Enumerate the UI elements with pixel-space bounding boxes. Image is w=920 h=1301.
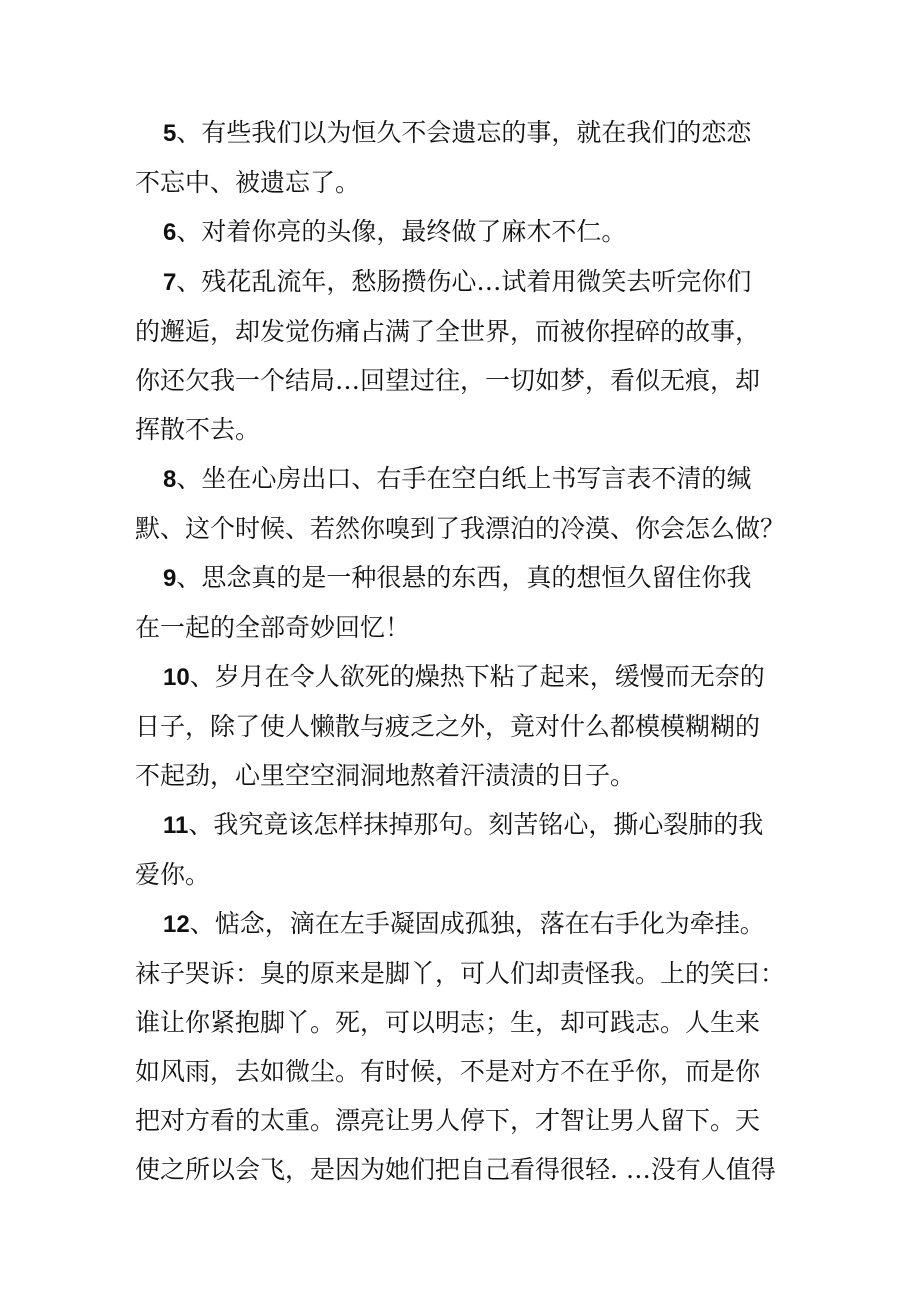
paragraph-line — [135, 454, 800, 504]
paragraph-text: 、惦念，滴在左手凝固成孤独，落在右手化为牵挂。 — [189, 909, 765, 938]
paragraph-text: 、岁月在令人欲死的燥热下粘了起来，缓慢而无奈的 — [189, 662, 765, 691]
paragraph-text: 、思念真的是一种很悬的东西，真的想恒久留住你我 — [176, 563, 752, 592]
paragraph-line: 的邂逅，却发觉伤痛占满了全世界，而被你捏碎的故事， — [135, 317, 761, 346]
paragraph-text: 、坐在心房出口、右手在空白纸上书写言表不清的缄 — [176, 464, 752, 493]
paragraph-11 — [135, 800, 800, 899]
paragraph-line — [135, 207, 800, 257]
paragraph-line — [135, 553, 800, 603]
paragraph-10 — [135, 652, 800, 800]
paragraph-line — [135, 652, 800, 702]
paragraph-line — [135, 257, 800, 307]
paragraph-line: 不起劲，心里空空洞洞地熬着汗渍渍的日子。 — [135, 761, 636, 790]
paragraph-line: 把对方看的太重。漂亮让男人停下，才智让男人留下。天 — [135, 1106, 761, 1135]
paragraph-number: 11 — [163, 812, 189, 839]
paragraph-text: 、对着你亮的头像，最终做了麻木不仁。 — [176, 217, 627, 246]
paragraph-line — [135, 899, 800, 949]
paragraph-line — [135, 800, 800, 850]
paragraph-line: 你还欠我一个结局…回望过往，一切如梦，看似无痕，却 — [135, 366, 761, 395]
paragraph-text: 、残花乱流年，愁肠攒伤心…试着用微笑去听完你们 — [176, 267, 752, 296]
paragraph-line: 日子，除了使人懒散与疲乏之外，竟对什么都模模糊糊的 — [135, 712, 761, 741]
paragraph-line: 谁让你紧抱脚丫。死，可以明志；生，却可践志。人生来 — [135, 1008, 761, 1037]
paragraph-line: 使之所以会飞，是因为她们把自己看得很轻. …没有人值得 — [135, 1155, 776, 1184]
paragraph-8 — [135, 454, 800, 553]
paragraph-12 — [135, 899, 800, 1194]
paragraph-line: 袜子哭诉：臭的原来是脚丫，可人们却责怪我。上的笑曰： — [135, 959, 786, 988]
paragraph-text: 、有些我们以为恒久不会遗忘的事，就在我们的恋恋 — [176, 118, 752, 147]
document-body — [135, 108, 800, 1194]
paragraph-7 — [135, 257, 800, 454]
paragraph-line — [135, 108, 800, 158]
paragraph-line: 默、这个时候、若然你嗅到了我漂泊的冷漠、你会怎么做？ — [135, 514, 786, 543]
paragraph-text: 、我究竟该怎样抹掉那句。刻苦铭心，撕心裂肺的我 — [188, 810, 764, 839]
paragraph-line: 爱你。 — [135, 860, 211, 889]
paragraph-number: 6 — [163, 219, 177, 246]
paragraph-number: 12 — [163, 911, 190, 938]
paragraph-number: 5 — [163, 120, 177, 147]
paragraph-number: 10 — [163, 664, 190, 691]
paragraph-line: 不忘中、被遗忘了。 — [135, 168, 361, 197]
paragraph-number: 8 — [163, 466, 177, 493]
paragraph-6 — [135, 207, 800, 257]
paragraph-number: 9 — [163, 565, 177, 592]
paragraph-number: 7 — [163, 269, 177, 296]
paragraph-line: 如风雨，去如微尘。有时候，不是对方不在乎你，而是你 — [135, 1057, 761, 1086]
paragraph-line: 在一起的全部奇妙回忆！ — [135, 613, 411, 642]
paragraph-5 — [135, 108, 800, 207]
paragraph-9 — [135, 553, 800, 652]
paragraph-line: 挥散不去。 — [135, 415, 261, 444]
